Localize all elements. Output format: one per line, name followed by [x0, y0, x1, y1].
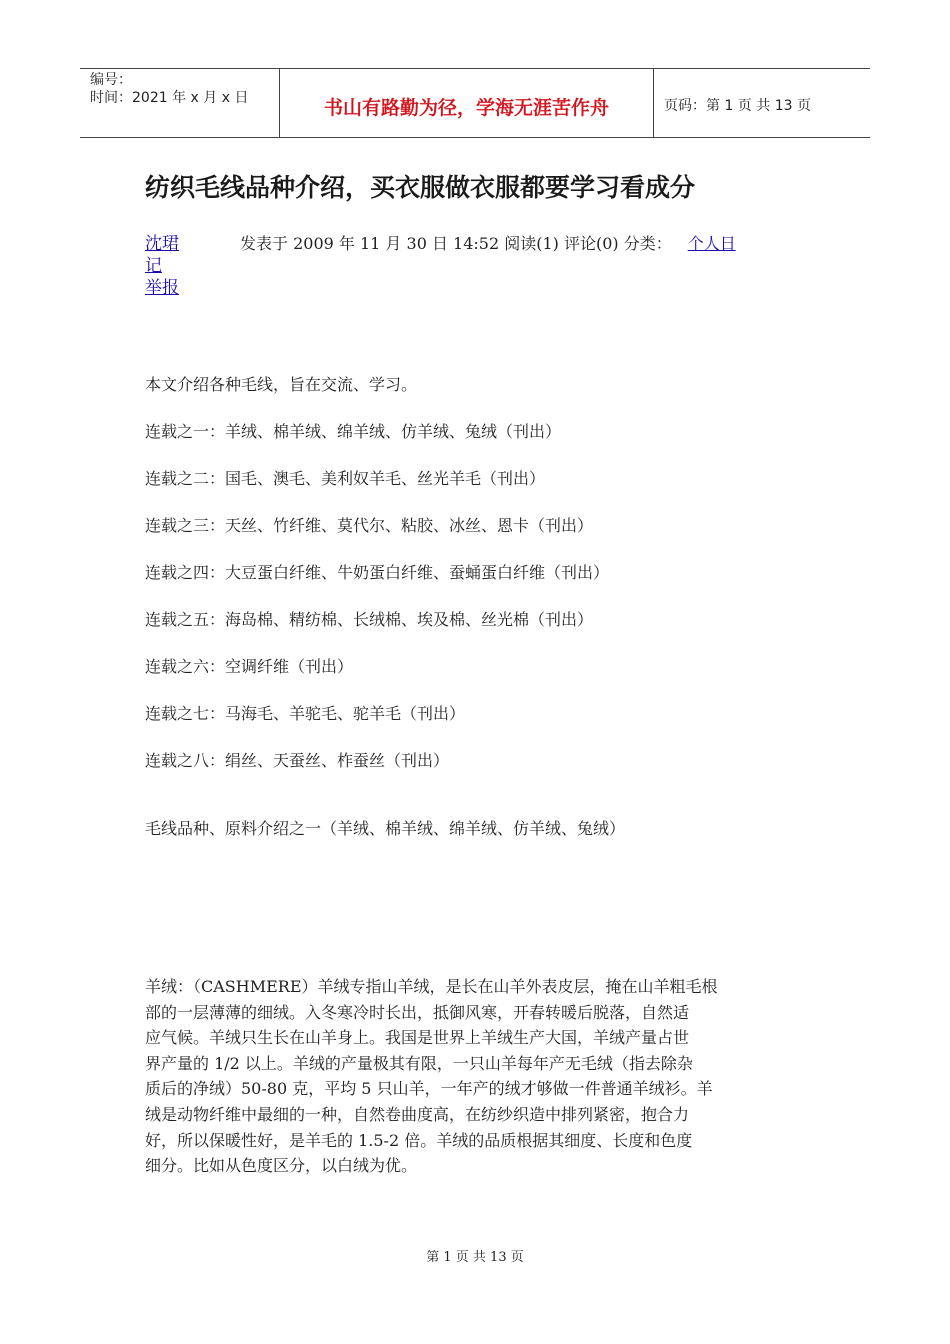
series-item: 连载之二：国毛、澳毛、美利奴羊毛、丝光羊毛（刊出） — [145, 469, 546, 488]
paragraph-line: 界产量的 1/2 以上。羊绒的产量极其有限，一只山羊每年产无毛绒（指去除杂 — [145, 1053, 693, 1073]
series-item: 连载之三：天丝、竹纤维、莫代尔、粘胶、冰丝、恩卡（刊出） — [145, 516, 594, 535]
post-meta — [240, 233, 736, 255]
series-item: 连载之五：海岛棉、精纺棉、长绒棉、埃及棉、丝光棉（刊出） — [145, 610, 594, 629]
category-link[interactable]: 个人日 — [687, 234, 736, 253]
series-item: 连载之七：马海毛、羊驼毛、驼羊毛（刊出） — [145, 704, 466, 723]
paragraph-line: 绒是动物纤维中最细的一种，自然卷曲度高，在纺纱织造中排列紧密，抱合力 — [145, 1104, 690, 1124]
report-link[interactable]: 举报 — [145, 278, 179, 298]
cashmere-paragraph — [145, 974, 810, 1179]
page-label: 页码：第 1 页 共 13 页 — [664, 98, 811, 114]
header-info-cell — [80, 69, 280, 137]
paragraph-line: 好，所以保暖性好，是羊毛的 1.5-2 倍。羊绒的品质根据其细度、长度和色度 — [145, 1130, 693, 1150]
number-label: 编号： — [90, 72, 132, 88]
author-block — [145, 233, 190, 299]
header-table — [80, 68, 870, 138]
series-item: 连载之四：大豆蛋白纤维、牛奶蛋白纤维、蚕蛹蛋白纤维（刊出） — [145, 563, 610, 582]
series-item: 连载之一：羊绒、棉羊绒、绵羊绒、仿羊绒、兔绒（刊出） — [145, 422, 562, 441]
series-item: 连载之八：绢丝、天蚕丝、柞蚕丝（刊出） — [145, 751, 450, 770]
author-link[interactable]: 沈珺 记 — [145, 234, 179, 276]
paragraph-line: 部的一层薄薄的细绒。入冬寒冷时长出，抵御风寒，开春转暖后脱落，自然适 — [145, 1002, 690, 1022]
paragraph-line: 应气候。羊绒只生长在山羊身上。我国是世界上羊绒生产大国，羊绒产量占世 — [145, 1028, 690, 1048]
section-heading: 毛线品种、原料介绍之一（羊绒、棉羊绒、绵羊绒、仿羊绒、兔绒） — [145, 819, 626, 838]
motto: 书山有路勤为径，学海无涯苦作舟 — [280, 69, 654, 137]
paragraph-line: 质后的净绒）50-80 克，平均 5 只山羊，一年产的绒才够做一件普通羊绒衫。羊 — [145, 1079, 713, 1099]
intro-paragraph: 本文介绍各种毛线，旨在交流、学习。 — [145, 375, 418, 394]
page-title: 纺织毛线品种介绍，买衣服做衣服都要学习看成分 — [145, 173, 696, 202]
paragraph-line: 细分。比如从色度区分，以白绒为优。 — [145, 1156, 418, 1176]
time-label: 时间：2021 年 x 月 x 日 — [90, 90, 249, 106]
page-footer: 第 1 页 共 13 页 — [426, 1250, 524, 1265]
series-item: 连载之六：空调纤维（刊出） — [145, 657, 354, 676]
paragraph-line: 羊绒：（CASHMERE）羊绒专指山羊绒，是长在山羊外表皮层，掩在山羊粗毛根 — [145, 977, 718, 996]
post-meta-text: 发表于 2009 年 11 月 30 日 14:52 阅读(1) 评论(0) 分类： — [240, 234, 672, 253]
article-content — [145, 372, 810, 1179]
